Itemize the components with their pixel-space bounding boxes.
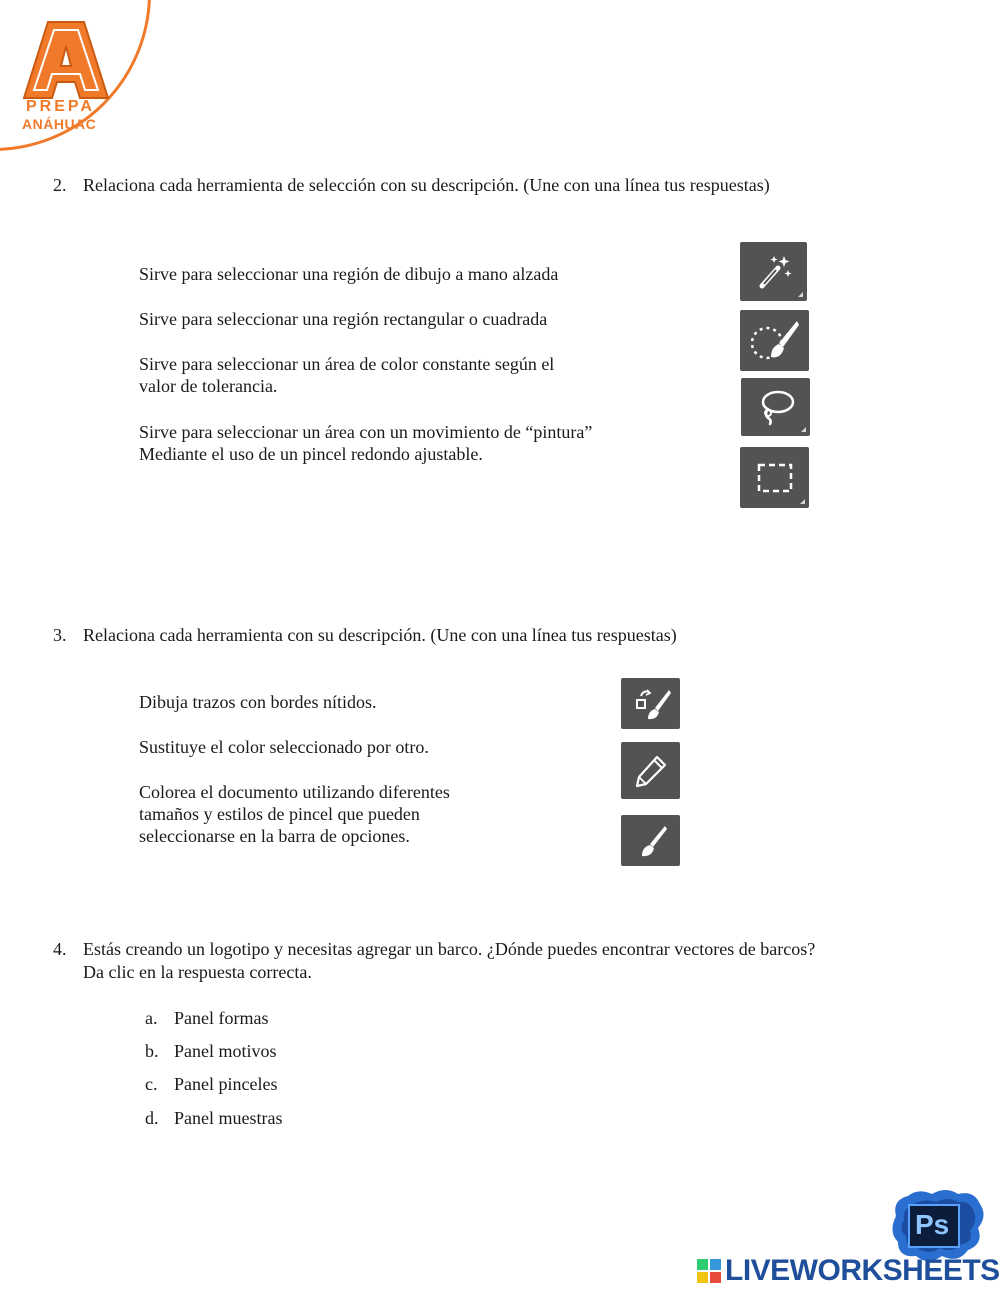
q4-option-a[interactable]: [145, 1007, 268, 1029]
option-label[interactable]: Panel formas: [174, 1008, 269, 1028]
option-label[interactable]: Panel motivos: [174, 1041, 277, 1061]
ps-label: Ps: [915, 1209, 950, 1240]
logo-letter-graphic: [18, 18, 114, 104]
q4-prompt-line1: Estás creando un logotipo y necesitas agregar un barco. ¿Dónde puedes encontrar vectores de barcos?: [83, 939, 816, 959]
brush-icon[interactable]: [621, 815, 680, 866]
liveworksheets-icon: [697, 1259, 721, 1283]
q2-item-freehand[interactable]: Sirve para seleccionar una región de dibujo a mano alzada: [139, 264, 559, 284]
q2-item-rectangular[interactable]: Sirve para seleccionar una región rectangular o cuadrada: [139, 309, 548, 329]
option-letter: d.: [145, 1108, 159, 1128]
q2-item-color-line2[interactable]: valor de tolerancia.: [139, 376, 278, 396]
logo-line1: PREPA: [26, 98, 95, 115]
rectangular-marquee-icon[interactable]: [740, 447, 809, 508]
q2-item-paint-line1[interactable]: Sirve para seleccionar un área con un movimiento de “pintura”: [139, 422, 593, 442]
q3-item-brush-line2[interactable]: tamaños y estilos de pincel que pueden: [139, 804, 420, 824]
q3-item-brush-line1[interactable]: Colorea el documento utilizando diferentes: [139, 782, 450, 802]
q3-number: 3.: [53, 625, 67, 645]
option-letter: b.: [145, 1041, 159, 1061]
option-label[interactable]: Panel pinceles: [174, 1074, 278, 1094]
color-replacement-icon[interactable]: [621, 678, 680, 729]
option-letter: a.: [145, 1008, 158, 1028]
prepa-anahuac-logo: [18, 18, 114, 138]
q4-option-c[interactable]: [145, 1073, 277, 1095]
q3-item-sharp-strokes[interactable]: Dibuja trazos con bordes nítidos.: [139, 692, 377, 712]
option-letter: c.: [145, 1074, 158, 1094]
q3-prompt: Relaciona cada herramienta con su descripción. (Une con una línea tus respuestas): [83, 625, 677, 645]
q4-prompt-line2: Da clic en la respuesta correcta.: [83, 962, 312, 982]
lasso-icon[interactable]: [741, 378, 810, 436]
pencil-icon[interactable]: [621, 742, 680, 799]
liveworksheets-brand: LIVEWORKSHEETS: [725, 1254, 1000, 1287]
quick-selection-icon[interactable]: [740, 310, 809, 371]
q2-item-color-line1[interactable]: Sirve para seleccionar un área de color constante según el: [139, 354, 555, 374]
q3-item-replace-color[interactable]: Sustituye el color seleccionado por otro.: [139, 737, 429, 757]
q4-option-b[interactable]: [145, 1040, 277, 1062]
q4-number: 4.: [53, 939, 67, 959]
option-label[interactable]: Panel muestras: [174, 1108, 283, 1128]
q2-prompt: Relaciona cada herramienta de selección con su descripción. (Une con una línea tus respuestas): [83, 175, 770, 195]
q2-item-paint-line2[interactable]: Mediante el uso de un pincel redondo ajustable.: [139, 444, 483, 464]
q2-number: 2.: [53, 175, 67, 195]
q3-item-brush-line3[interactable]: seleccionarse en la barra de opciones.: [139, 826, 410, 846]
magic-wand-icon[interactable]: [740, 242, 807, 301]
q4-option-d[interactable]: [145, 1107, 282, 1129]
logo-line2: ANÁHUAC: [22, 116, 97, 132]
